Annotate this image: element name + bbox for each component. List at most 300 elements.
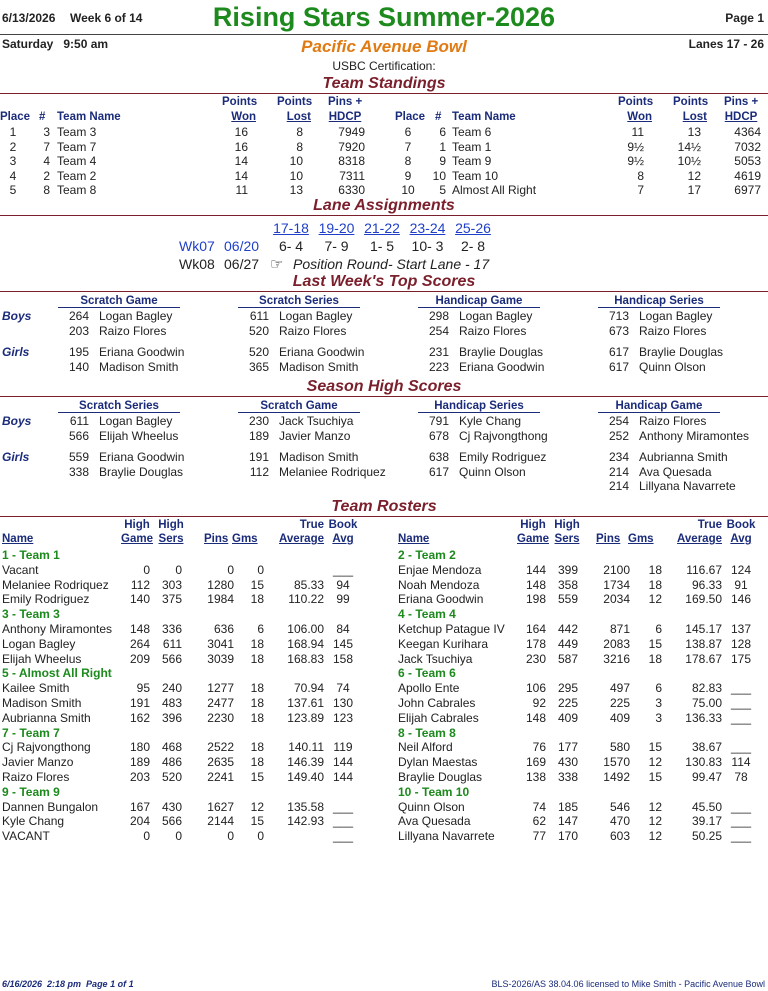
score-bowler: Quinn Olson bbox=[639, 359, 706, 374]
score-value: 195 bbox=[68, 345, 89, 359]
score-value: 298 bbox=[428, 309, 449, 323]
player-name: Ketchup Patague IV bbox=[398, 622, 505, 636]
standings-right-won: 9½ bbox=[627, 139, 644, 154]
standings-left-num: 3 bbox=[43, 125, 50, 139]
player-pins: 2241 bbox=[207, 770, 234, 784]
player-games: 15 bbox=[648, 740, 662, 755]
player-true-average: 178.67 bbox=[685, 651, 722, 666]
player-name: Ava Quesada bbox=[398, 814, 471, 829]
team-header: 2 - Team 2 bbox=[398, 548, 456, 562]
player-high-game: 140 bbox=[129, 592, 150, 607]
standings-right-pins: 6977 bbox=[734, 183, 761, 198]
standings-right-place: 10 bbox=[401, 183, 415, 198]
category-header: Scratch Series bbox=[58, 400, 180, 413]
hdr-game: Game bbox=[517, 533, 549, 545]
player-pins: 2144 bbox=[207, 814, 234, 829]
player-games: 18 bbox=[648, 577, 662, 592]
score-bowler: Raizo Flores bbox=[639, 323, 707, 338]
player-name: Raizo Flores bbox=[2, 770, 70, 784]
player-name: Lillyana Navarrete bbox=[398, 829, 495, 844]
wk07-label: Wk07 bbox=[179, 238, 215, 254]
player-name: Madison Smith bbox=[2, 696, 82, 710]
standings-right-team: Team 10 bbox=[452, 168, 499, 183]
player-name: Noah Mendoza bbox=[398, 577, 480, 592]
player-true-average: 145.17 bbox=[685, 622, 722, 636]
category-header: Handicap Series bbox=[418, 400, 540, 413]
standings-left-place: 5 bbox=[9, 183, 17, 198]
player-name: Dylan Maestas bbox=[398, 755, 478, 770]
player-name: Vacant bbox=[2, 562, 39, 577]
player-name: Kailee Smith bbox=[2, 681, 70, 696]
player-games: 18 bbox=[250, 710, 264, 725]
player-name: Eriana Goodwin bbox=[398, 592, 484, 607]
score-bowler: Elijah Wheelus bbox=[99, 428, 179, 443]
player-book-average: 123 bbox=[332, 710, 354, 725]
player-true-average: 149.40 bbox=[287, 770, 324, 784]
hdr-average: Average bbox=[279, 533, 324, 545]
standings-left-team: Team 8 bbox=[57, 183, 97, 198]
score-bowler: Javier Manzo bbox=[279, 428, 351, 443]
player-true-average: 38.67 bbox=[691, 740, 722, 755]
score-value: 520 bbox=[248, 345, 269, 359]
player-name: Enjae Mendoza bbox=[398, 562, 482, 577]
player-pins: 2230 bbox=[207, 710, 234, 725]
standings-left-lost: 10 bbox=[289, 154, 303, 169]
standings-right-won: 9½ bbox=[627, 154, 644, 169]
score-bowler: Braylie Douglas bbox=[639, 345, 724, 359]
player-games: 18 bbox=[250, 740, 264, 755]
category-header: Handicap Game bbox=[418, 295, 540, 308]
player-high-game: 74 bbox=[532, 799, 546, 814]
standings-right-team: Team 6 bbox=[452, 125, 492, 139]
hdr-name: Name bbox=[2, 533, 34, 545]
player-book-average: 78 bbox=[734, 770, 748, 784]
player-pins: 1280 bbox=[207, 577, 234, 592]
hdr-name: Name bbox=[398, 533, 430, 545]
player-high-series: 449 bbox=[557, 636, 578, 651]
footer-license: BLS-2026/AS 38.04.06 licensed to Mike Smith - Pacific Avenue Bowl bbox=[491, 979, 765, 989]
player-high-game: 264 bbox=[129, 636, 150, 651]
lane-pair-header: 21-22 bbox=[364, 220, 400, 236]
standings-right-place: 7 bbox=[404, 139, 412, 154]
player-high-series: 611 bbox=[162, 636, 182, 651]
standings-left-lost: 13 bbox=[289, 183, 303, 198]
player-book-average: 144 bbox=[332, 770, 354, 784]
standings-left-lost: 8 bbox=[296, 125, 303, 139]
standings-right-pins: 4364 bbox=[734, 125, 761, 139]
section-last-week-top-scores: Last Week's Top Scores bbox=[292, 273, 476, 290]
player-high-game: 0 bbox=[143, 829, 150, 844]
player-pins: 871 bbox=[609, 622, 630, 636]
score-value: 254 bbox=[428, 323, 449, 338]
player-high-game: 62 bbox=[532, 814, 546, 829]
player-true-average: 96.33 bbox=[691, 577, 722, 592]
standings-left-won: 14 bbox=[234, 154, 248, 169]
player-games: 18 bbox=[250, 681, 264, 696]
lane-match: 6- 4 bbox=[278, 238, 304, 254]
player-true-average: 99.47 bbox=[691, 770, 722, 784]
hdr-lost: Lost bbox=[286, 111, 311, 123]
player-true-average: 142.93 bbox=[287, 814, 324, 829]
score-value: 673 bbox=[608, 323, 629, 338]
score-bowler: Cj Rajvongthong bbox=[459, 428, 548, 443]
team-header: 10 - Team 10 bbox=[398, 784, 470, 799]
hdr-lost-2: Lost bbox=[682, 111, 707, 123]
player-pins: 2477 bbox=[207, 696, 234, 710]
player-high-game: 198 bbox=[525, 592, 546, 607]
player-name: Jack Tsuchiya bbox=[398, 651, 473, 666]
hdr-num-2: # bbox=[435, 111, 442, 123]
lane-match: 10- 3 bbox=[411, 238, 444, 254]
hdr-team-name: Team Name bbox=[57, 111, 121, 123]
hdr-num: # bbox=[39, 111, 46, 123]
player-high-game: 178 bbox=[525, 636, 546, 651]
player-high-series: 587 bbox=[557, 651, 578, 666]
standings-left-pins: 7311 bbox=[339, 168, 365, 183]
player-name: Neil Alford bbox=[398, 740, 453, 755]
player-name: Elijah Wheelus bbox=[2, 651, 82, 666]
player-high-series: 336 bbox=[161, 622, 182, 636]
usbc-certification: USBC Certification: bbox=[332, 59, 436, 73]
player-games: 0 bbox=[257, 562, 264, 577]
score-bowler: Eriana Goodwin bbox=[99, 450, 185, 464]
lane-match: 2- 8 bbox=[460, 238, 486, 254]
player-name: Dannen Bungalon bbox=[2, 799, 99, 814]
player-high-game: 106 bbox=[525, 681, 546, 696]
player-pins: 580 bbox=[609, 740, 630, 755]
score-bowler: Logan Bagley bbox=[279, 309, 353, 323]
player-true-average: 169.50 bbox=[685, 592, 722, 607]
category-header: Scratch Game bbox=[58, 295, 180, 308]
score-bowler: Raizo Flores bbox=[459, 323, 527, 338]
player-high-series: 375 bbox=[161, 592, 182, 607]
player-high-series: 185 bbox=[557, 799, 578, 814]
player-name: Elijah Cabrales bbox=[398, 710, 479, 725]
hdr-true: True bbox=[697, 519, 722, 531]
standings-right-place: 8 bbox=[404, 154, 412, 169]
player-high-series: 358 bbox=[557, 577, 578, 592]
standings-right-num: 5 bbox=[439, 183, 446, 198]
player-high-game: 95 bbox=[136, 681, 150, 696]
player-high-series: 170 bbox=[557, 829, 578, 844]
player-games: 12 bbox=[648, 755, 662, 770]
player-book-average: ___ bbox=[730, 740, 752, 755]
score-value: 214 bbox=[608, 479, 629, 493]
player-games: 12 bbox=[648, 592, 662, 607]
player-name: Emily Rodriguez bbox=[2, 592, 90, 607]
score-bowler: Braylie Douglas bbox=[459, 345, 544, 359]
score-value: 112 bbox=[249, 464, 269, 479]
player-games: 6 bbox=[655, 622, 662, 636]
score-bowler: Logan Bagley bbox=[99, 414, 173, 428]
standings-right-won: 8 bbox=[637, 168, 644, 183]
player-games: 0 bbox=[257, 829, 264, 844]
player-high-series: 559 bbox=[557, 592, 578, 607]
player-games: 18 bbox=[648, 562, 662, 577]
player-book-average: ___ bbox=[730, 710, 752, 725]
player-pins: 1492 bbox=[603, 770, 630, 784]
score-bowler: Quinn Olson bbox=[459, 464, 526, 479]
player-book-average: ___ bbox=[332, 799, 354, 814]
player-games: 18 bbox=[250, 755, 264, 770]
player-high-series: 430 bbox=[557, 755, 578, 770]
standings-left-team: Team 7 bbox=[57, 139, 97, 154]
standings-left-team: Team 3 bbox=[57, 125, 97, 139]
score-value: 264 bbox=[68, 309, 89, 323]
score-bowler: Eriana Goodwin bbox=[459, 359, 545, 374]
player-true-average: 146.39 bbox=[287, 755, 324, 770]
player-games: 3 bbox=[655, 710, 662, 725]
score-bowler: Logan Bagley bbox=[99, 309, 173, 323]
player-pins: 1734 bbox=[603, 577, 630, 592]
player-high-series: 295 bbox=[557, 681, 578, 696]
player-high-game: 148 bbox=[525, 710, 546, 725]
player-high-series: 520 bbox=[161, 770, 182, 784]
hdr-high-series: High bbox=[158, 519, 184, 531]
hdr-game: Game bbox=[121, 533, 153, 545]
score-value: 638 bbox=[428, 450, 449, 464]
standings-left-pins: 6330 bbox=[338, 183, 365, 198]
score-value: 611 bbox=[69, 414, 89, 428]
standings-left-place: 2 bbox=[9, 139, 17, 154]
hdr-place-2: Place bbox=[395, 111, 426, 123]
standings-left-team: Team 2 bbox=[57, 168, 97, 183]
hdr-pins: Pins bbox=[596, 533, 621, 545]
player-true-average: 82.83 bbox=[691, 681, 722, 696]
player-high-series: 483 bbox=[161, 696, 182, 710]
player-true-average: 140.11 bbox=[288, 740, 324, 755]
score-value: 365 bbox=[248, 359, 269, 374]
player-pins: 470 bbox=[609, 814, 630, 829]
score-value: 617 bbox=[608, 345, 629, 359]
player-games: 6 bbox=[257, 622, 264, 636]
player-high-series: 566 bbox=[161, 651, 182, 666]
player-pins: 3039 bbox=[207, 651, 234, 666]
team-header: 7 - Team 7 bbox=[2, 725, 60, 740]
player-pins: 636 bbox=[213, 622, 234, 636]
score-bowler: Ava Quesada bbox=[639, 464, 712, 479]
player-high-game: 209 bbox=[129, 651, 150, 666]
player-book-average: ___ bbox=[332, 829, 354, 844]
standings-right-num: 9 bbox=[439, 154, 446, 169]
standings-right-lost: 13 bbox=[687, 125, 701, 139]
week-label: Week 6 of 14 bbox=[70, 11, 143, 25]
lane-pair-header: 17-18 bbox=[273, 220, 309, 236]
player-high-series: 338 bbox=[557, 770, 578, 784]
player-book-average: 114 bbox=[731, 755, 751, 770]
hdr-points-won: Points bbox=[222, 96, 258, 108]
player-high-series: 409 bbox=[557, 710, 578, 725]
player-true-average: 137.61 bbox=[287, 696, 324, 710]
score-value: 617 bbox=[608, 359, 629, 374]
player-true-average: 135.58 bbox=[287, 799, 324, 814]
standings-right-lost: 12 bbox=[687, 168, 701, 183]
hdr-high-game: High bbox=[520, 519, 546, 531]
player-pins: 1627 bbox=[207, 799, 234, 814]
player-name: Javier Manzo bbox=[2, 755, 74, 770]
player-high-series: 225 bbox=[557, 696, 578, 710]
score-value: 254 bbox=[608, 414, 629, 428]
hdr-place: Place bbox=[0, 111, 31, 123]
score-bowler: Kyle Chang bbox=[459, 414, 522, 428]
player-true-average: 50.25 bbox=[691, 829, 722, 844]
player-pins: 0 bbox=[227, 562, 234, 577]
player-book-average: 137 bbox=[730, 622, 752, 636]
player-high-series: 468 bbox=[161, 740, 182, 755]
hdr-points-won-2: Points bbox=[618, 96, 654, 108]
player-book-average: ___ bbox=[730, 829, 752, 844]
player-pins: 3041 bbox=[207, 636, 234, 651]
player-name: Apollo Ente bbox=[398, 681, 460, 696]
player-name: Logan Bagley bbox=[2, 636, 76, 651]
player-true-average: 45.50 bbox=[691, 799, 722, 814]
player-pins: 1277 bbox=[207, 681, 234, 696]
standings-right-team: Team 1 bbox=[452, 139, 492, 154]
standings-right-place: 9 bbox=[404, 168, 412, 183]
player-true-average: 110.22 bbox=[288, 592, 324, 607]
score-value: 191 bbox=[248, 450, 269, 464]
score-bowler: Madison Smith bbox=[279, 450, 359, 464]
score-value: 678 bbox=[428, 428, 449, 443]
score-bowler: Jack Tsuchiya bbox=[279, 414, 354, 428]
player-games: 15 bbox=[250, 770, 264, 784]
score-bowler: Anthony Miramontes bbox=[639, 428, 750, 443]
player-high-game: 112 bbox=[130, 577, 150, 592]
report-date: 6/13/2026 bbox=[2, 11, 56, 25]
team-header: 6 - Team 6 bbox=[398, 666, 456, 681]
player-high-game: 148 bbox=[129, 622, 150, 636]
player-games: 18 bbox=[250, 696, 264, 710]
boys-label: Boys bbox=[2, 414, 32, 428]
player-high-game: 138 bbox=[525, 770, 546, 784]
standings-right-won: 7 bbox=[637, 183, 644, 198]
player-high-game: 230 bbox=[525, 651, 546, 666]
player-pins: 2083 bbox=[603, 636, 630, 651]
lanes-range: Lanes 17 - 26 bbox=[688, 37, 764, 51]
player-name: Quinn Olson bbox=[398, 799, 465, 814]
player-pins: 2522 bbox=[207, 740, 234, 755]
score-value: 338 bbox=[68, 464, 89, 479]
hdr-hdcp-2: HDCP bbox=[724, 111, 758, 123]
player-high-game: 167 bbox=[129, 799, 150, 814]
player-high-series: 240 bbox=[161, 681, 182, 696]
player-pins: 2635 bbox=[207, 755, 234, 770]
player-pins: 2100 bbox=[603, 562, 630, 577]
player-high-series: 147 bbox=[557, 814, 578, 829]
score-bowler: Madison Smith bbox=[99, 359, 179, 374]
score-bowler: Aubrianna Smith bbox=[639, 450, 728, 464]
player-games: 18 bbox=[250, 636, 264, 651]
lane-pair-header: 23-24 bbox=[409, 220, 446, 236]
standings-left-place: 4 bbox=[9, 168, 17, 183]
player-high-game: 148 bbox=[525, 577, 546, 592]
player-book-average: 94 bbox=[336, 577, 350, 592]
standings-right-num: 1 bbox=[439, 139, 446, 154]
player-true-average: 138.87 bbox=[685, 636, 722, 651]
standings-left-won: 16 bbox=[234, 139, 248, 154]
score-value: 140 bbox=[68, 359, 89, 374]
standings-left-lost: 10 bbox=[289, 168, 303, 183]
team-header: 9 - Team 9 bbox=[2, 784, 60, 799]
player-high-game: 191 bbox=[129, 696, 150, 710]
player-high-series: 399 bbox=[557, 562, 578, 577]
score-bowler: Eriana Goodwin bbox=[99, 345, 185, 359]
player-book-average: ___ bbox=[332, 562, 354, 577]
player-pins: 497 bbox=[609, 681, 630, 696]
player-pins: 3216 bbox=[603, 651, 630, 666]
score-value: 713 bbox=[608, 309, 629, 323]
hdr-avg: Avg bbox=[332, 533, 354, 545]
player-games: 15 bbox=[250, 814, 264, 829]
player-games: 18 bbox=[648, 651, 662, 666]
player-true-average: 75.00 bbox=[691, 696, 722, 710]
player-book-average: 119 bbox=[333, 740, 353, 755]
hdr-average: Average bbox=[677, 533, 722, 545]
player-book-average: 130 bbox=[332, 696, 354, 710]
player-games: 15 bbox=[648, 770, 662, 784]
player-high-game: 180 bbox=[129, 740, 150, 755]
score-value: 617 bbox=[428, 464, 449, 479]
score-value: 231 bbox=[428, 345, 449, 359]
player-true-average: 39.17 bbox=[691, 814, 722, 829]
section-team-rosters: Team Rosters bbox=[331, 498, 437, 515]
score-bowler: Melaniee Rodriquez bbox=[279, 464, 386, 479]
boys-label: Boys bbox=[2, 309, 32, 323]
hdr-sers: Sers bbox=[158, 533, 184, 545]
player-pins: 2034 bbox=[603, 592, 630, 607]
hdr-pins: Pins bbox=[204, 533, 229, 545]
hdr-gms: Gms bbox=[628, 533, 654, 545]
player-true-average: 123.89 bbox=[287, 710, 324, 725]
score-bowler: Raizo Flores bbox=[99, 323, 167, 338]
player-games: 3 bbox=[655, 696, 662, 710]
score-bowler: Emily Rodriguez bbox=[459, 450, 547, 464]
standings-left-pins: 8318 bbox=[338, 154, 365, 169]
player-high-game: 0 bbox=[143, 562, 150, 577]
player-name: VACANT bbox=[2, 829, 50, 844]
girls-label: Girls bbox=[2, 345, 30, 359]
player-pins: 225 bbox=[609, 696, 630, 710]
player-high-series: 430 bbox=[161, 799, 182, 814]
hdr-true: True bbox=[299, 519, 324, 531]
score-value: 791 bbox=[428, 414, 449, 428]
girls-label: Girls bbox=[2, 450, 30, 464]
standings-right-lost: 14½ bbox=[677, 139, 701, 154]
standings-right-lost: 17 bbox=[687, 183, 701, 198]
player-book-average: 145 bbox=[332, 636, 354, 651]
player-book-average: 144 bbox=[332, 755, 354, 770]
standings-left-num: 8 bbox=[43, 183, 50, 198]
standings-left-lost: 8 bbox=[296, 139, 303, 154]
standings-left-place: 1 bbox=[9, 125, 17, 139]
player-true-average: 130.83 bbox=[685, 755, 722, 770]
hdr-pins: Pins + bbox=[328, 96, 363, 108]
wk07-date: 06/20 bbox=[224, 238, 260, 254]
score-value: 611 bbox=[249, 309, 269, 323]
player-high-game: 189 bbox=[129, 755, 150, 770]
category-header: Scratch Series bbox=[238, 295, 360, 308]
standings-right-pins: 4619 bbox=[734, 168, 761, 183]
hdr-avg: Avg bbox=[730, 533, 752, 545]
player-book-average: ___ bbox=[730, 681, 752, 696]
lane-match: 1- 5 bbox=[369, 238, 395, 254]
player-high-series: 177 bbox=[557, 740, 578, 755]
pointing-hand-icon: ☞ bbox=[270, 256, 284, 273]
player-true-average: 116.67 bbox=[686, 562, 722, 577]
team-header: 3 - Team 3 bbox=[2, 607, 60, 622]
standings-right-won: 11 bbox=[631, 125, 644, 139]
player-book-average: 128 bbox=[730, 636, 752, 651]
